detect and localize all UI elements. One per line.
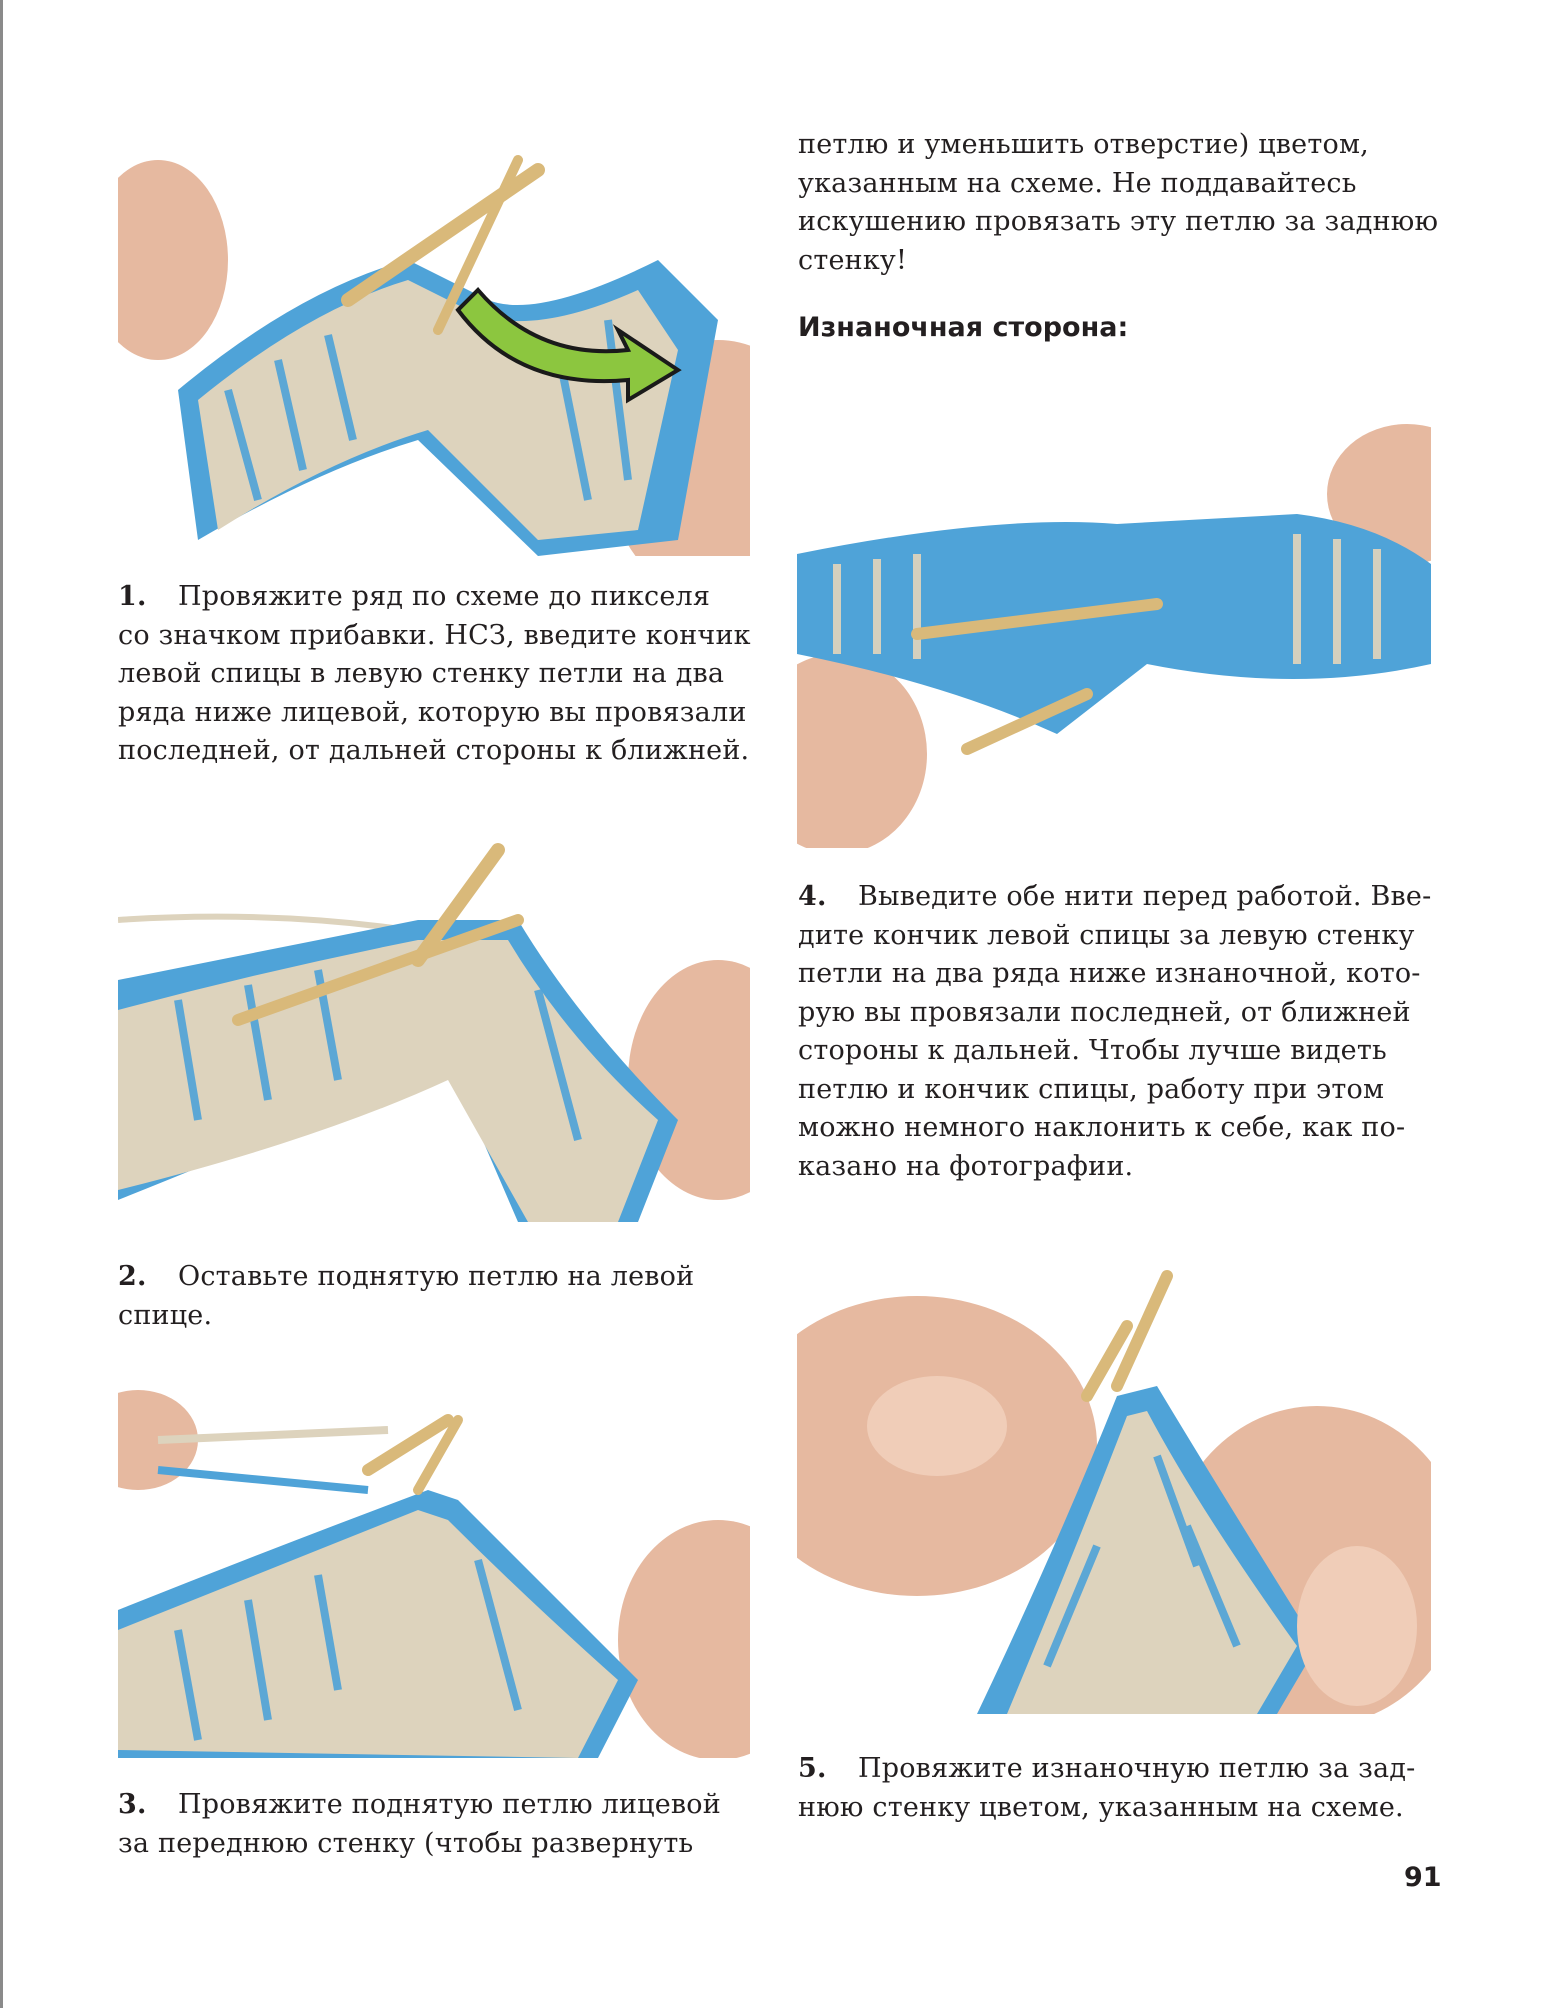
page-edge (0, 0, 3, 2008)
step-1-caption (118, 578, 751, 771)
section-heading: Изнаночная сторона: (798, 312, 1129, 343)
page-number: 91 (1404, 1862, 1442, 1893)
step-4-line-8: казано на фотографии. (798, 1150, 1134, 1182)
step-2-number: 2. (118, 1261, 147, 1292)
photo-step-2 (118, 820, 750, 1222)
step-3-line-1: 3. Провяжите поднятую петлю лицевой (118, 1786, 721, 1825)
step-1-line-4: ряда ниже лицевой, которую вы провязали (118, 696, 747, 728)
step-1-line-5: последней, от дальней стороны к ближней. (118, 735, 750, 766)
photo-step-5 (797, 1246, 1431, 1714)
step-1-line-2: со значком прибавки. НСЗ, введите кончик (118, 619, 751, 651)
step-4-line-7: можно немного наклонить к себе, как по- (798, 1112, 1406, 1143)
photo-step-1 (118, 140, 750, 556)
step-4-caption (798, 878, 1431, 1186)
photo-step-3 (118, 1380, 750, 1758)
step-5-number: 5. (798, 1753, 827, 1784)
step-2-line-1: 2. Оставьте поднятую петлю на левой (118, 1258, 694, 1297)
step-4-line-4: рую вы провязали последней, от ближней (798, 996, 1411, 1028)
continuation-text (798, 126, 1438, 280)
step-5-line-1: 5. Провяжите изнаночную петлю за зад- (798, 1750, 1415, 1789)
step-5-line-2: нюю стенку цветом, указанным на схеме. (798, 1791, 1404, 1823)
continuation-line-4: стенку! (798, 244, 908, 276)
step-3-caption (118, 1786, 721, 1863)
continuation-line-3: искушению провязать эту петлю за заднюю (798, 206, 1439, 237)
step-4-number: 4. (798, 881, 827, 912)
step-4-line-1: 4. Выведите обе нити перед работой. Вве- (798, 878, 1431, 917)
step-4-line-5: стороны к дальней. Чтобы лучше видеть (798, 1035, 1387, 1066)
step-2-line-2: спице. (118, 1299, 213, 1331)
continuation-line-2: указанным на схеме. Не поддавайтесь (798, 167, 1357, 199)
step-1-line-1: 1. Провяжите ряд по схеме до пикселя (118, 578, 751, 617)
step-3-line-2: за переднюю стенку (чтобы развернуть (118, 1827, 694, 1859)
step-1-line-3: левой спицы в левую стенку петли на два (118, 658, 725, 689)
step-1-number: 1. (118, 581, 147, 612)
photo-step-4 (797, 404, 1431, 848)
step-4-line-6: петлю и кончик спицы, работу при этом (798, 1073, 1385, 1105)
step-3-number: 3. (118, 1789, 147, 1820)
step-4-line-2: дите кончик левой спицы за левую стенку (798, 919, 1415, 951)
step-4-line-3: петли на два ряда ниже изнаночной, кото- (798, 958, 1421, 989)
step-5-caption (798, 1750, 1415, 1827)
step-2-caption (118, 1258, 694, 1335)
continuation-line-1: петлю и уменьшить отверстие) цветом, (798, 129, 1369, 160)
